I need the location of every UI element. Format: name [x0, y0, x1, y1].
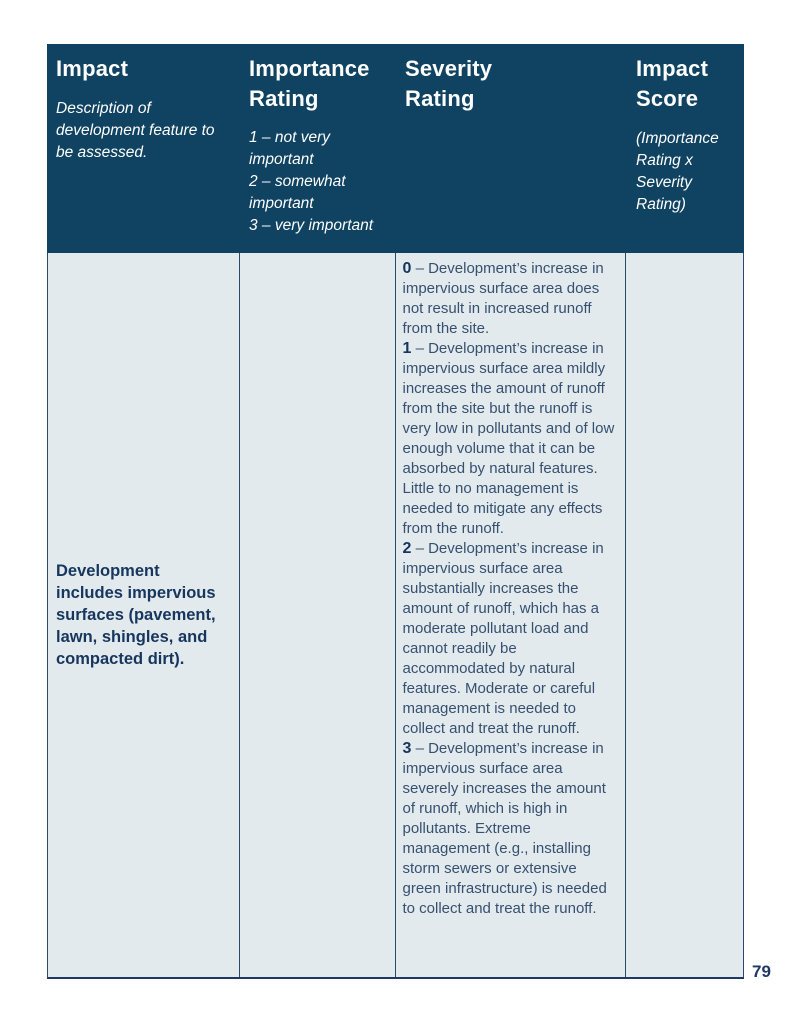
header-cell-importance-rating	[240, 44, 396, 253]
column-title-impact: Impact	[56, 56, 129, 81]
importance-rating-value-cell	[240, 253, 396, 977]
severity-level-2	[403, 539, 619, 739]
column-title-severity-rating: Severity Rating	[405, 56, 493, 111]
severity-level-2-text: – Development’s increase in impervious surface area substantially increases the amount of runoff, which has a moderate pollutant load and cannot readily be accommodated by natural features. Moderate or careful management is needed to collect and treat the runoff.	[402, 540, 604, 737]
severity-level-1-number: 1	[402, 340, 412, 357]
impact-description-cell	[48, 253, 240, 977]
table-header-row	[47, 44, 744, 253]
severity-level-0	[403, 259, 619, 339]
impact-description-text: Development includes impervious surfaces (pavement, lawn, shingles, and compacted dirt).	[56, 562, 216, 668]
importance-scale-level-2: 2 – somewhat important	[249, 173, 346, 212]
severity-level-3-number: 3	[402, 740, 412, 757]
severity-level-1	[403, 339, 619, 539]
severity-level-3-text: – Development’s increase in impervious surface area severely increases the amount of runoff, which is high in pollutants. Extreme management (e.g., installing storm sewers or extensive green infrastructure) is needed to collect and treat the runoff.	[402, 740, 607, 917]
column-title-importance-rating: Importance Rating	[249, 56, 370, 111]
header-cell-impact	[47, 44, 240, 253]
severity-rating-scale-cell	[396, 253, 627, 977]
impact-score-value-cell	[626, 253, 743, 977]
page-number: 79	[752, 962, 771, 981]
header-cell-impact-score	[627, 44, 744, 253]
severity-level-1-text: – Development’s increase in impervious surface area mildly increases the amount of runoff from the site but the runoff is very low in pollutants and of low enough volume that it can be absorbed by natural features. Little to no management is needed to mitigate any effects from the runoff.	[402, 340, 615, 537]
severity-level-2-number: 2	[402, 540, 412, 557]
importance-rating-scale	[249, 127, 388, 237]
impact-assessment-table	[47, 44, 744, 979]
importance-scale-level-3: 3 – very important	[249, 217, 374, 234]
severity-level-0-number: 0	[402, 260, 412, 277]
column-subtitle-impact-score: (Importance Rating x Severity Rating)	[636, 130, 719, 213]
table-body-row	[47, 253, 744, 979]
severity-level-0-text: – Development’s increase in impervious surface area does not result in increased runoff from the site.	[402, 260, 604, 337]
severity-level-3	[403, 739, 619, 919]
header-cell-severity-rating	[396, 44, 627, 253]
column-subtitle-impact: Description of development feature to be assessed.	[56, 100, 215, 161]
importance-scale-level-1: 1 – not very important	[249, 129, 330, 168]
column-title-impact-score: Impact Score	[636, 56, 709, 111]
